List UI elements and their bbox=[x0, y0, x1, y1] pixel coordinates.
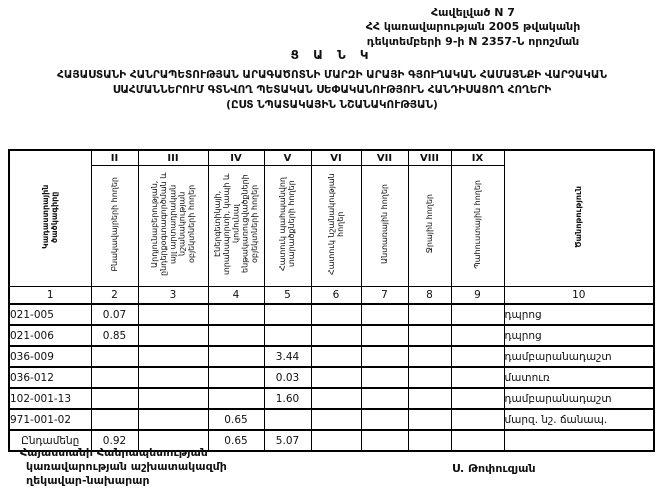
category-label: Արդյունաբերության, ընդերքօգտագործման և այլ արտադրական նշանակության օբյեկտների հողեր bbox=[150, 172, 196, 276]
column-number: 5 bbox=[264, 287, 311, 305]
header-cadastral-code-label: Կադաստրային ծածկագիրը bbox=[41, 184, 60, 250]
cell-value bbox=[451, 304, 504, 325]
cell-value bbox=[138, 367, 208, 388]
cell-value bbox=[264, 409, 311, 430]
total-value: 0.65 bbox=[208, 430, 264, 451]
table-row bbox=[9, 304, 654, 325]
cell-code: 971-001-02 bbox=[9, 409, 91, 430]
attachment-line: դեկտեմբերի 9-ի N 2357-Ն որոշման bbox=[366, 34, 580, 48]
cell-value bbox=[208, 346, 264, 367]
cell-value bbox=[361, 409, 408, 430]
document-subtitle bbox=[12, 68, 652, 114]
roman-numeral: III bbox=[138, 150, 208, 166]
column-number: 10 bbox=[504, 287, 654, 305]
category-label: Անտառային հողեր bbox=[379, 184, 389, 264]
signatory-block bbox=[20, 446, 227, 487]
cell-value bbox=[138, 304, 208, 325]
cell-note: դամբարանադաշտ bbox=[504, 388, 654, 409]
roman-numeral: VI bbox=[311, 150, 361, 166]
cell-value bbox=[208, 367, 264, 388]
cell-value bbox=[138, 346, 208, 367]
cell-value bbox=[408, 367, 451, 388]
cell-note: դամբարանադաշտ bbox=[504, 346, 654, 367]
category-label: Հատուկ նշանակության հողեր bbox=[326, 173, 345, 275]
column-number: 4 bbox=[208, 287, 264, 305]
cell-value bbox=[311, 304, 361, 325]
total-value bbox=[408, 430, 451, 451]
roman-numeral: II bbox=[91, 150, 138, 166]
cell-value bbox=[311, 409, 361, 430]
subtitle-main: ՀԱՅԱՍՏԱՆԻ ՀԱՆՐԱՊԵՏՈՒԹՅԱՆ ԱՐԱԳԱԾՈՏՆԻ ՄԱՐԶԻ ԱՐԱՅԻ ԳՅՈՒՂԱԿԱՆ ՀԱՄԱՅՆՔԻ ՎԱՐՉԱԿԱՆ ՍԱՀՄԱՆՆԵՐՈՒՄ ԳՏՆՎՈՂ ՊԵՏԱԿԱՆ ՍԵՓԱԿԱՆՈՒԹՅՈՒՆ ՀԱՆԴԻՍԱՑՈՂ ՀՈՂԵՐԻ bbox=[57, 69, 607, 97]
cell-value bbox=[91, 367, 138, 388]
total-value bbox=[311, 430, 361, 451]
cell-note: մատուռ bbox=[504, 367, 654, 388]
attachment-line: ՀՀ կառավարության 2005 թվականի bbox=[365, 20, 581, 34]
cell-value: 1.60 bbox=[264, 388, 311, 409]
cell-value bbox=[311, 367, 361, 388]
cell-value bbox=[408, 388, 451, 409]
header-category bbox=[361, 166, 408, 287]
cell-value bbox=[361, 367, 408, 388]
header-cadastral-code bbox=[9, 150, 91, 287]
attachment-line: Հավելված N 7 bbox=[431, 6, 515, 19]
cell-value bbox=[361, 325, 408, 346]
document-title: Ց Ա Ն Կ bbox=[290, 48, 374, 62]
cell-value bbox=[208, 304, 264, 325]
column-number: 3 bbox=[138, 287, 208, 305]
table-row bbox=[9, 325, 654, 346]
header-category bbox=[264, 166, 311, 287]
cell-value bbox=[138, 388, 208, 409]
cell-value bbox=[451, 409, 504, 430]
category-label: Բնակավայրերի հողեր bbox=[109, 176, 119, 272]
cell-value bbox=[311, 388, 361, 409]
cell-note: մարզ. նշ. ճանապ. bbox=[504, 409, 654, 430]
header-category bbox=[408, 166, 451, 287]
cell-value: 0.85 bbox=[91, 325, 138, 346]
total-value: 0.92 bbox=[91, 430, 138, 451]
cell-value bbox=[208, 388, 264, 409]
cell-value: 0.03 bbox=[264, 367, 311, 388]
category-label: Ջրային հողեր bbox=[424, 194, 434, 254]
column-number-row bbox=[9, 287, 654, 305]
header-note-label: Ծանոթություն bbox=[574, 186, 584, 248]
roman-numeral: IX bbox=[451, 150, 504, 166]
cell-value bbox=[451, 388, 504, 409]
cell-code: 021-006 bbox=[9, 325, 91, 346]
signatory-line: Հայաստանի Հանրապետության bbox=[20, 446, 208, 459]
cell-code: 021-005 bbox=[9, 304, 91, 325]
cell-code: 102-001-13 bbox=[9, 388, 91, 409]
column-number: 1 bbox=[9, 287, 91, 305]
roman-numeral-row bbox=[9, 150, 654, 166]
table-row bbox=[9, 346, 654, 367]
header-category bbox=[451, 166, 504, 287]
cell-code: 036-009 bbox=[9, 346, 91, 367]
column-number: 8 bbox=[408, 287, 451, 305]
total-value bbox=[361, 430, 408, 451]
cell-value bbox=[451, 346, 504, 367]
cell-value: 0.65 bbox=[208, 409, 264, 430]
cell-value bbox=[91, 346, 138, 367]
cell-value bbox=[408, 325, 451, 346]
cell-value bbox=[311, 325, 361, 346]
category-label: Պահուստային հողեր bbox=[472, 179, 482, 269]
total-value: 5.07 bbox=[264, 430, 311, 451]
cell-value bbox=[451, 325, 504, 346]
header-note bbox=[504, 150, 654, 287]
cell-value: 0.07 bbox=[91, 304, 138, 325]
cell-value bbox=[361, 346, 408, 367]
column-number: 9 bbox=[451, 287, 504, 305]
cell-value bbox=[138, 325, 208, 346]
cell-value bbox=[264, 325, 311, 346]
cell-value bbox=[91, 388, 138, 409]
table-row bbox=[9, 388, 654, 409]
roman-numeral: IV bbox=[208, 150, 264, 166]
category-label: Էներգետիկայի, տրանսպորտի, կապի և կոմունալ ենթակառուցվածքների օբյեկտների հողեր bbox=[213, 173, 259, 275]
cell-value: 3.44 bbox=[264, 346, 311, 367]
cell-value bbox=[138, 409, 208, 430]
land-table bbox=[8, 149, 655, 452]
table-row bbox=[9, 367, 654, 388]
total-note bbox=[504, 430, 654, 451]
header-category bbox=[138, 166, 208, 287]
cell-value bbox=[408, 346, 451, 367]
header-category bbox=[208, 166, 264, 287]
cell-code: 036-012 bbox=[9, 367, 91, 388]
cell-value bbox=[264, 304, 311, 325]
roman-numeral: VIII bbox=[408, 150, 451, 166]
roman-numeral: V bbox=[264, 150, 311, 166]
header-category bbox=[311, 166, 361, 287]
cell-value bbox=[451, 367, 504, 388]
column-number: 2 bbox=[91, 287, 138, 305]
header-category bbox=[91, 166, 138, 287]
cell-value bbox=[208, 325, 264, 346]
category-label: Հատուկ պահպանվող տարածքների հողեր bbox=[278, 177, 297, 271]
cell-value bbox=[311, 346, 361, 367]
signature-name: Ս. Թոփուզյան bbox=[452, 462, 536, 475]
table-row bbox=[9, 409, 654, 430]
roman-numeral: VII bbox=[361, 150, 408, 166]
total-label: Ընդամենը bbox=[9, 430, 91, 451]
column-number: 7 bbox=[361, 287, 408, 305]
signatory-title: ղեկավար-նախարար bbox=[26, 473, 150, 487]
cell-value bbox=[408, 409, 451, 430]
cell-note: դպրոց bbox=[504, 325, 654, 346]
cell-value bbox=[408, 304, 451, 325]
cell-value bbox=[361, 388, 408, 409]
cell-note: դպրոց bbox=[504, 304, 654, 325]
subtitle-parenthetical: (ԸՍՏ ՆՊԱՏԱԿԱՅԻՆ ՆՇԱՆԱԿՈՒԹՅԱՆ) bbox=[226, 99, 438, 112]
column-number: 6 bbox=[311, 287, 361, 305]
signatory-line: կառավարության աշխատակազմի bbox=[26, 459, 227, 473]
attachment-reference bbox=[308, 6, 638, 49]
cell-value bbox=[361, 304, 408, 325]
cell-value bbox=[91, 409, 138, 430]
total-value bbox=[451, 430, 504, 451]
